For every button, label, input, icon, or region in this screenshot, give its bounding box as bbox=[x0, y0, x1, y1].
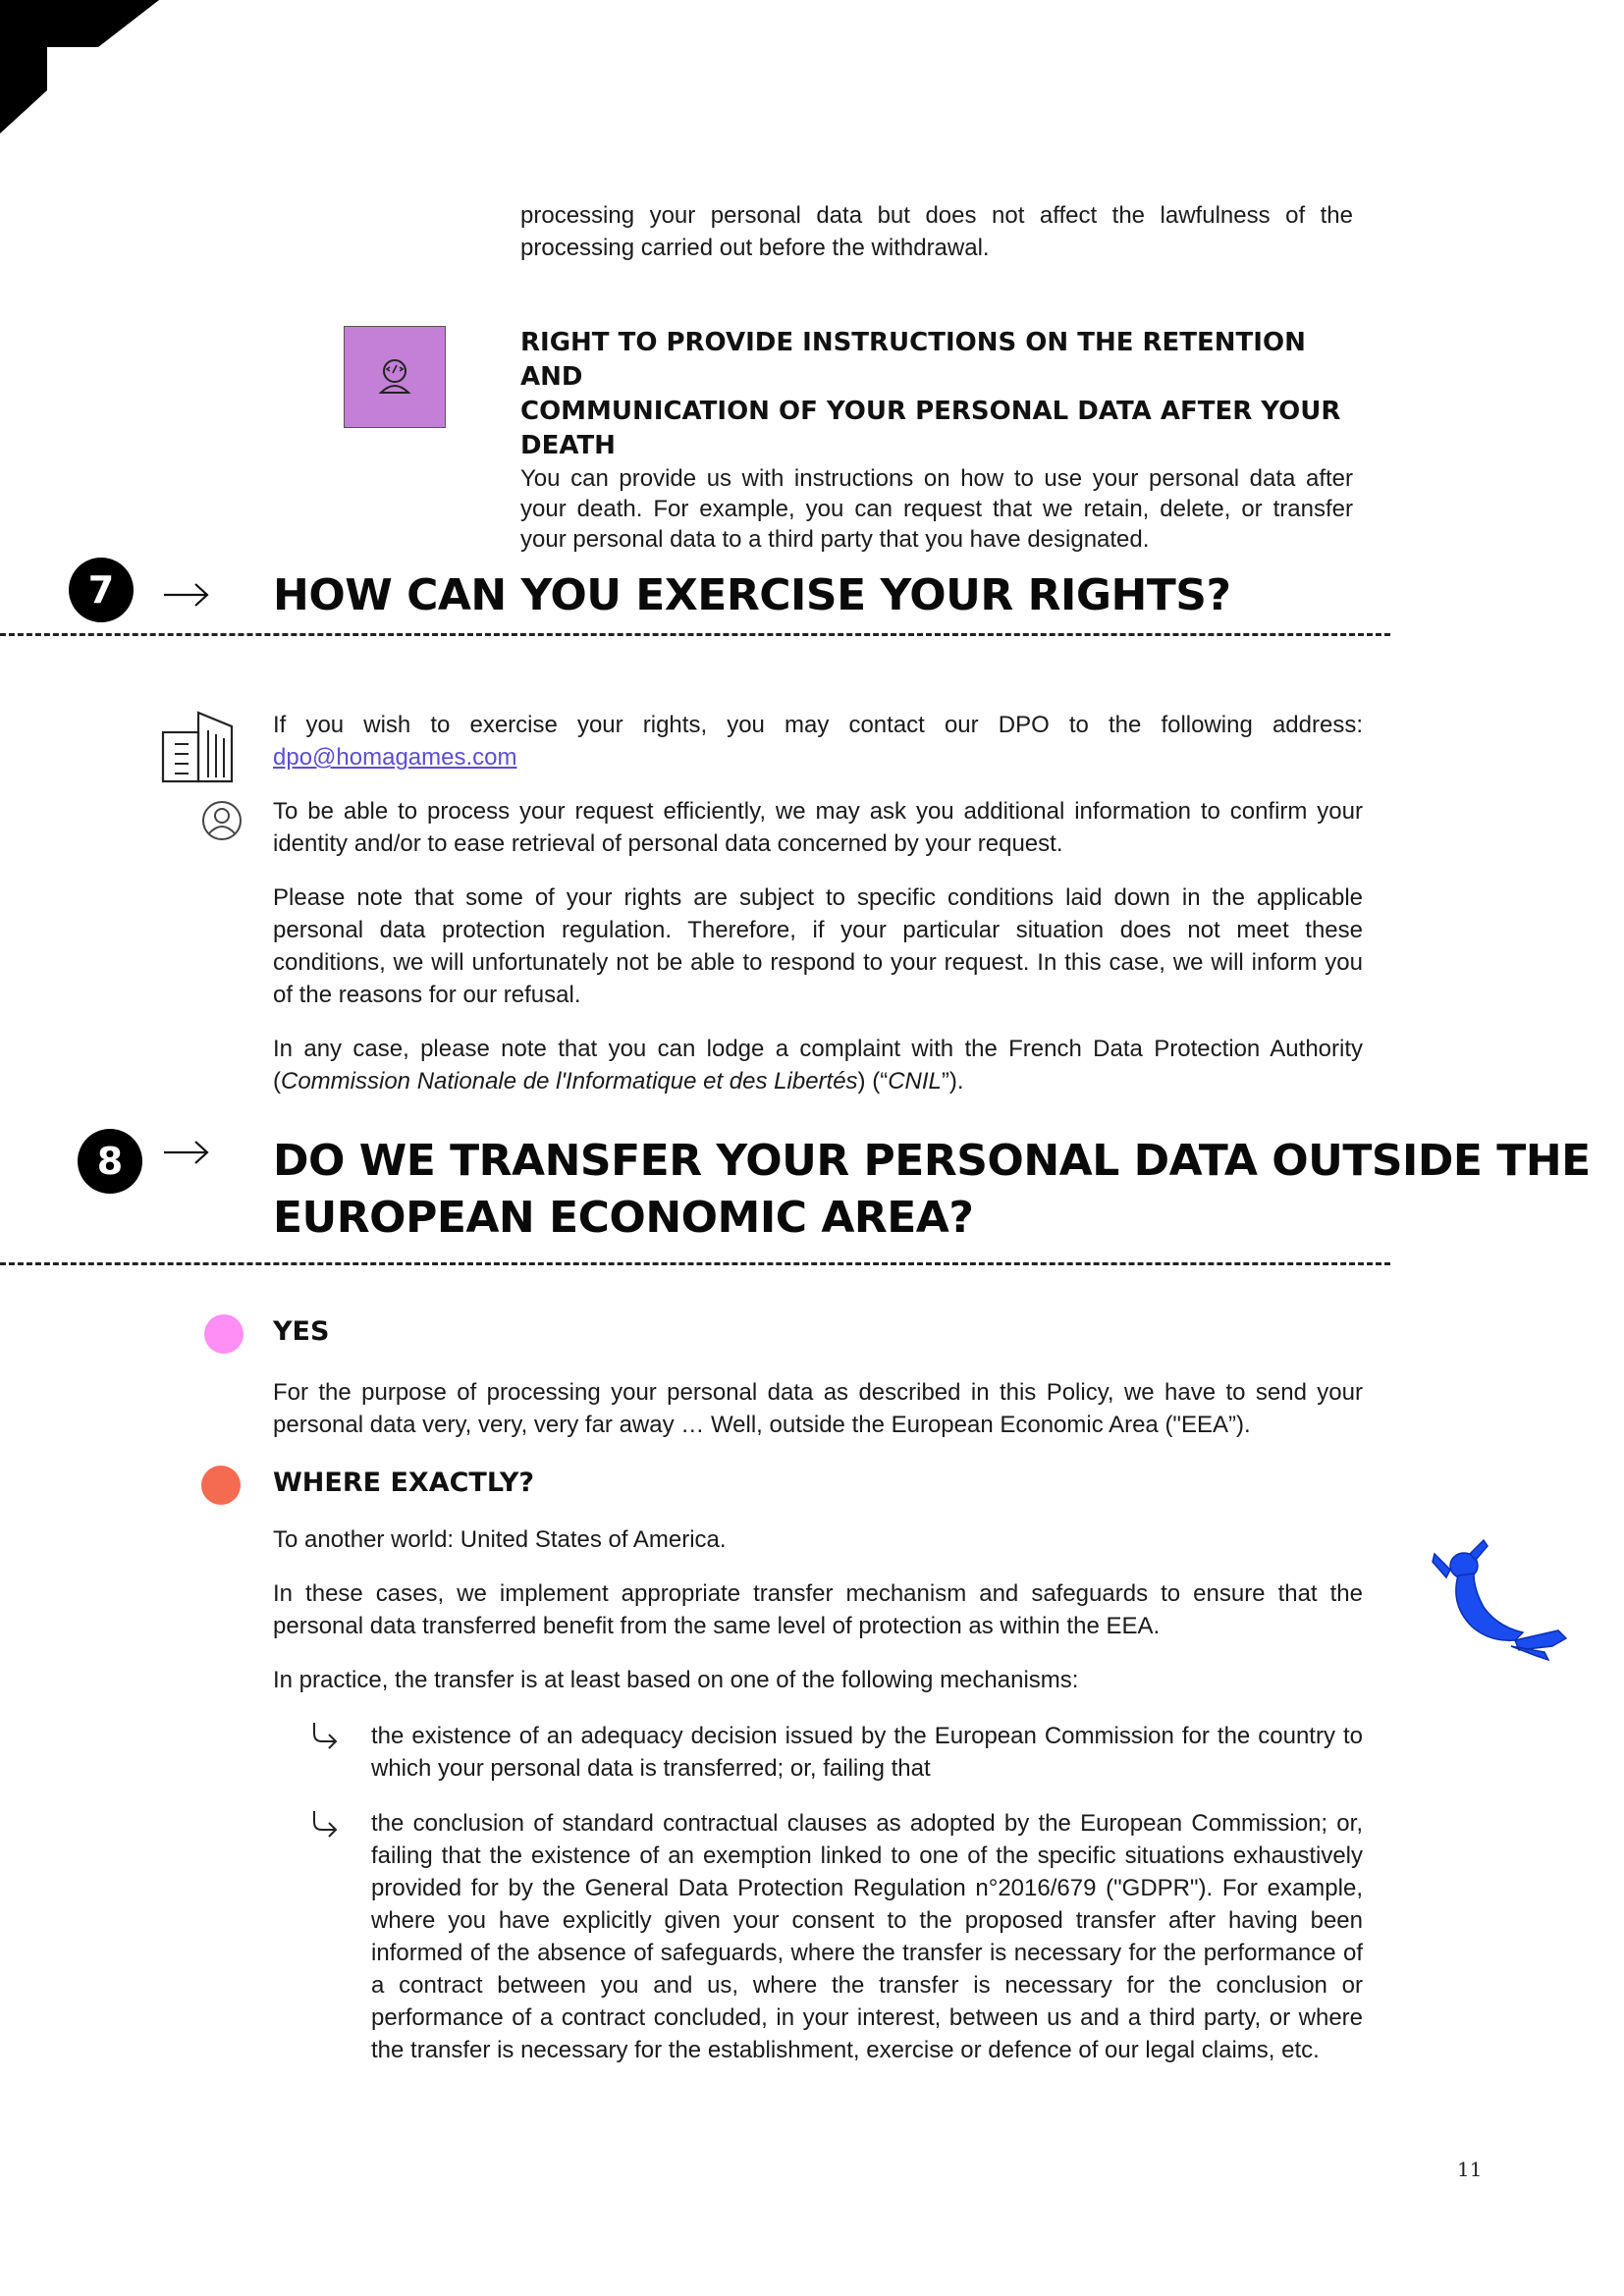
page-number: 11 bbox=[1457, 2158, 1483, 2181]
arrow-right-icon bbox=[162, 579, 211, 609]
contact-paragraph: If you wish to exercise your rights, you may contact our DPO to the following address: dpo@homagames.com bbox=[273, 712, 1363, 771]
pink-dot bbox=[204, 1314, 244, 1354]
right-instructions-title-1: RIGHT TO PROVIDE INSTRUCTIONS ON THE RETENTION AND bbox=[520, 328, 1306, 392]
yes-title: YES bbox=[273, 1316, 330, 1347]
conditions-paragraph: Please note that some of your rights are subject to specific conditions laid down in the applicable personal data protection regulation. Therefore, if your particular situation does not meet these conditions, we will unfortunately not be able to respond to your request. In this case, we will inform you of the reasons for our refusal. bbox=[273, 884, 1363, 1008]
section-8-divider bbox=[0, 1262, 1390, 1265]
section-7-badge: 7 bbox=[69, 558, 134, 622]
hook-arrow-icon bbox=[306, 1720, 340, 1749]
section-8-badge: 8 bbox=[78, 1129, 142, 1194]
corner-decoration bbox=[0, 0, 167, 137]
dpo-email-link[interactable]: dpo@homagames.com bbox=[273, 744, 517, 771]
user-circle-icon bbox=[201, 800, 243, 841]
right-instructions-block bbox=[520, 326, 1353, 555]
bullet-item: the conclusion of standard contractual clauses as adopted by the European Commission; or, failing that the existence of an exemption linked to one of the specific situations exhaustively provided for by the General Data Protection Regulation n°2016/679 ("GDPR"). For example, where you have explicitly given your consent to the proposed transfer after having been informed of the absence of safeguards, where the transfer is necessary for the performance of a contract between you and us, where the transfer is necessary for the conclusion or performance of a contract concluded, in your interest, between us and a third party, or where the transfer is necessary for the establishment, exercise or defence of our legal claims, etc. bbox=[371, 1810, 1363, 2063]
identity-paragraph: To be able to process your request efficiently, we may ask you additional information to confirm your identity and/or to ease retrieval of personal data concerned by your request. bbox=[273, 798, 1363, 857]
where-paragraph-2: In these cases, we implement appropriate transfer mechanism and safeguards to ensure that the personal data transferred benefit from the same level of protection as within the EEA. bbox=[273, 1580, 1363, 1639]
diving-figure-illustration bbox=[1429, 1536, 1576, 1664]
yes-body: For the purpose of processing your personal data as described in this Policy, we have to send your personal data very, very, very far away … Well, outside the European Economic Area ("EEA”). bbox=[273, 1379, 1363, 1438]
section-7-divider bbox=[0, 633, 1390, 636]
arrow-right-icon bbox=[162, 1137, 211, 1166]
bullet-item: the existence of an adequacy decision issued by the European Commission for the country to which your personal data is transferred; or, failing that bbox=[371, 1723, 1363, 1782]
where-body bbox=[273, 1523, 1363, 1696]
where-title: WHERE EXACTLY? bbox=[273, 1468, 535, 1498]
right-instructions-title-2: COMMUNICATION OF YOUR PERSONAL DATA AFTER YOUR DEATH bbox=[520, 397, 1341, 460]
section-8-title-line-2: EUROPEAN ECONOMIC AREA? bbox=[273, 1193, 974, 1243]
section-8-title-line-1: DO WE TRANSFER YOUR PERSONAL DATA OUTSIDE THE bbox=[273, 1136, 1591, 1186]
section-7-body bbox=[273, 709, 1363, 1097]
section-7-title: HOW CAN YOU EXERCISE YOUR RIGHTS? bbox=[273, 570, 1231, 620]
building-icon bbox=[159, 707, 238, 785]
where-paragraph-3: In practice, the transfer is at least based on one of the following mechanisms: bbox=[273, 1667, 1079, 1693]
complaint-paragraph: In any case, please note that you can lodge a complaint with the French Data Protection Authority (Commission Nationale de l'Informatique et des Libertés) (“CNIL”). bbox=[273, 1036, 1363, 1095]
right-instructions-body: You can provide us with instructions on how to use your personal data after your death. For example, you can request that we retain, delete, or transfer your personal data to a third party that you have designated. bbox=[520, 465, 1353, 553]
hook-arrow-icon bbox=[306, 1808, 340, 1838]
orange-dot bbox=[201, 1466, 241, 1505]
person-icon bbox=[373, 355, 416, 399]
where-paragraph-1: To another world: United States of America. bbox=[273, 1526, 727, 1553]
person-icon-box bbox=[344, 326, 446, 428]
section-8-title bbox=[273, 1133, 1591, 1247]
top-continuation-text: processing your personal data but does not affect the lawfulness of the processing carried out before the withdrawal. bbox=[520, 202, 1353, 261]
